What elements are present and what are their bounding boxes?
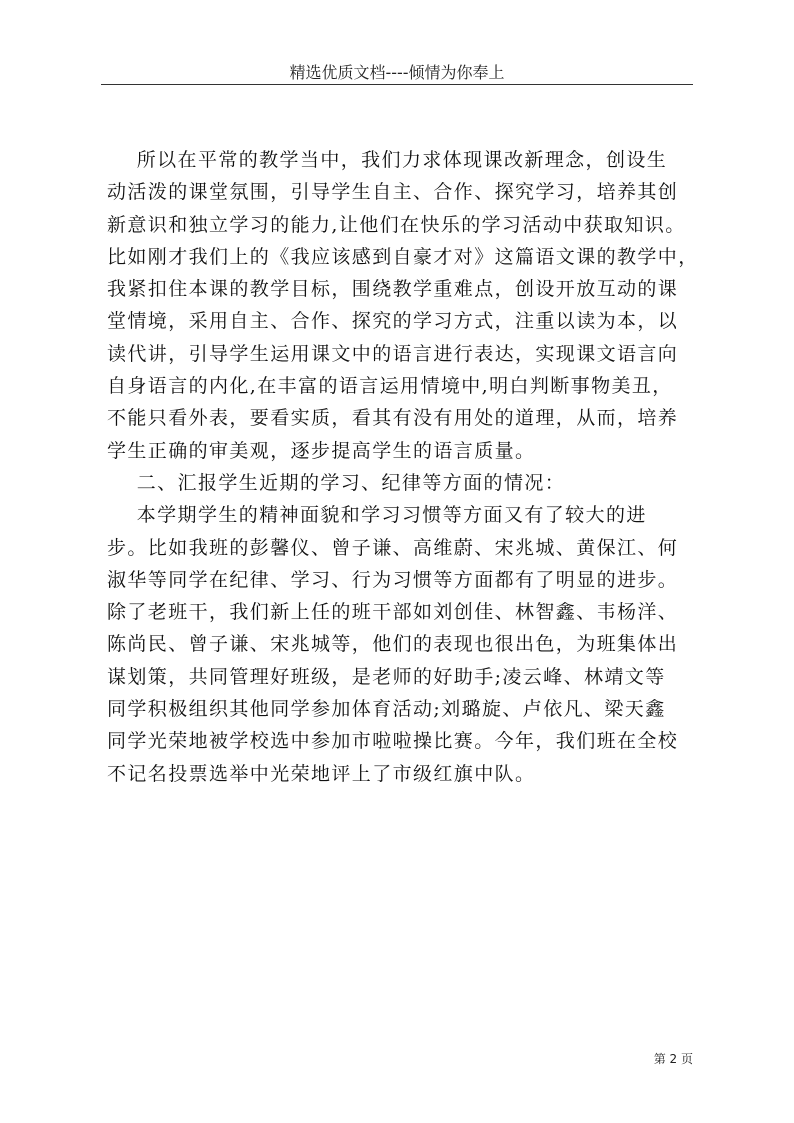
page-number: 第 2 页 xyxy=(653,1052,693,1066)
section-heading: 二、汇报学生近期的学习、纪律等方面的情况： xyxy=(107,471,566,494)
document-body xyxy=(107,144,697,790)
text-line: 不记名投票选举中光荣地评上了市级红旗中队。 xyxy=(107,762,536,785)
text-line: 学生正确的审美观，逐步提高学生的语言质量。 xyxy=(107,439,536,462)
text-line: 陈尚民、曾子谦、宋兆城等，他们的表现也很出色，为班集体出 xyxy=(107,633,679,656)
header-divider xyxy=(101,84,693,85)
text-line: 不能只看外表，要看实质，看其有没有用处的道理，从而，培养 xyxy=(107,407,679,430)
text-line: 本学期学生的精神面貌和学习习惯等方面又有了较大的进 xyxy=(107,504,647,527)
text-line: 淑华等同学在纪律、学习、行为习惯等方面都有了明显的进步。 xyxy=(107,568,679,591)
text-line: 所以在平常的教学当中，我们力求体现课改新理念，创设生 xyxy=(107,149,668,171)
text-line: 同学光荣地被学校选中参加市啦啦操比赛。今年，我们班在全校 xyxy=(107,730,679,753)
text-line: 除了老班干，我们新上任的班干部如刘创佳、林智鑫、韦杨洋、 xyxy=(107,601,679,624)
text-line: 谋划策，共同管理好班级，是老师的好助手;凌云峰、林靖文等 xyxy=(107,665,666,688)
text-line: 动活泼的课堂氛围，引导学生自主、合作、探究学习，培养其创 xyxy=(107,181,679,204)
text-line: 读代讲，引导学生运用课文中的语言进行表达，实现课文语言向 xyxy=(107,342,679,365)
text-line: 同学积极组织其他同学参加体育活动;刘璐旋、卢依凡、梁天鑫 xyxy=(107,698,666,721)
page-header-title: 精选优质文档----倾情为你奉上 xyxy=(289,63,505,82)
text-line: 比如刚才我们上的《我应该感到自豪才对》这篇语文课的教学中， xyxy=(107,245,699,268)
text-line: 我紧扣住本课的教学目标，围绕教学重难点，创设开放互动的课 xyxy=(107,278,679,301)
text-line: 新意识和独立学习的能力,让他们在快乐的学习活动中获取知识。 xyxy=(107,213,686,236)
text-line: 堂情境，采用自主、合作、探究的学习方式，注重以读为本，以 xyxy=(107,310,679,333)
text-line: 自身语言的内化,在丰富的语言运用情境中,明白判断事物美丑， xyxy=(107,375,673,398)
text-line: 步。比如我班的彭馨仪、曾子谦、高维蔚、宋兆城、黄保江、何 xyxy=(107,536,679,559)
